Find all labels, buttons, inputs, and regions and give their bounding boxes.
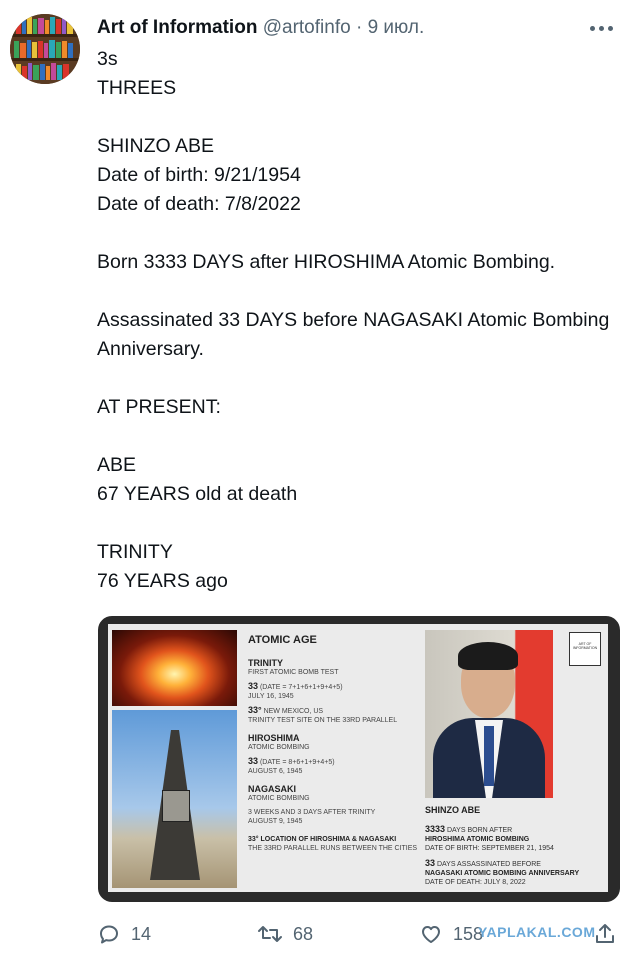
hiroshima-heading: HIROSHIMA bbox=[248, 733, 300, 743]
more-icon bbox=[608, 26, 613, 31]
poster-timeline bbox=[248, 636, 423, 853]
trinity-loc-num: 33° bbox=[248, 705, 262, 715]
abe-death-text: DAYS ASSASSINATED BEFORE bbox=[435, 861, 541, 868]
more-icon bbox=[590, 26, 595, 31]
tweet-text: 3s THREES SHINZO ABE Date of birth: 9/21/1954 Date of death: 7/8/2022 Born 3333 DAYS after HIROSHIMA Atomic Bombing. Assassinated 33 DAYS before NAGASAKI Atomic Bombing Anniversary. AT PRESENT: ABE 67 YEARS old at death TRINITY 76 YEARS ago bbox=[97, 48, 610, 592]
retweet-button[interactable] bbox=[257, 918, 313, 950]
abe-born-text: DAYS BORN AFTER bbox=[445, 827, 513, 834]
abe-born-num: 3333 bbox=[425, 824, 446, 834]
nagasaki-line: 3 WEEKS AND 3 DAYS AFTER TRINITY bbox=[248, 809, 376, 816]
bookshelf-avatar-icon bbox=[10, 14, 80, 84]
hiroshima-sub: ATOMIC BOMBING bbox=[248, 744, 310, 751]
author-handle[interactable]: @artofinfo bbox=[262, 17, 351, 38]
trinity-loc: NEW MEXICO, US bbox=[261, 708, 324, 715]
abe-death-num: 33 bbox=[425, 858, 436, 868]
hiroshima-calc: (DATE = 8+6+1+9+4+5) bbox=[258, 759, 335, 766]
abe-death-event: NAGASAKI ATOMIC BOMBING ANNIVERSARY bbox=[425, 870, 580, 877]
abe-dob: DATE OF BIRTH: SEPTEMBER 21, 1954 bbox=[425, 845, 554, 852]
hiroshima-num: 33 bbox=[248, 756, 259, 766]
trinity-date: JULY 16, 1945 bbox=[248, 693, 294, 700]
location-line2: THE 33RD PARALLEL RUNS BETWEEN THE CITIES bbox=[248, 845, 418, 852]
separator-dot: · bbox=[355, 17, 363, 38]
infographic-poster bbox=[108, 624, 608, 892]
nagasaki-sub: ATOMIC BOMBING bbox=[248, 795, 310, 802]
avatar[interactable] bbox=[10, 14, 80, 84]
abe-facts bbox=[425, 806, 605, 887]
abe-dod: DATE OF DEATH: JULY 8, 2022 bbox=[425, 879, 526, 886]
tweet-date[interactable]: 9 июл. bbox=[367, 17, 425, 38]
site-watermark: YAPLAKAL.COM bbox=[478, 924, 596, 940]
trinity-sub: FIRST ATOMIC BOMB TEST bbox=[248, 669, 339, 676]
trinity-num: 33 bbox=[248, 681, 259, 691]
retweet-count: 68 bbox=[293, 924, 314, 944]
reply-button[interactable] bbox=[97, 918, 151, 950]
shinzo-abe-photo bbox=[425, 630, 553, 798]
poster-logo: ART OF INFORMATION bbox=[569, 632, 601, 666]
trinity-heading: TRINITY bbox=[248, 658, 283, 668]
author-name[interactable]: Art of Information bbox=[97, 17, 258, 38]
attached-image[interactable] bbox=[98, 616, 620, 902]
reply-count: 14 bbox=[131, 924, 152, 944]
trinity-calc: (DATE = 7+1+6+1+9+4+5) bbox=[258, 684, 343, 691]
atomic-blast-photo bbox=[112, 630, 237, 706]
more-button[interactable] bbox=[590, 14, 614, 42]
nagasaki-date: AUGUST 9, 1945 bbox=[248, 818, 303, 825]
poster-title: ATOMIC AGE bbox=[248, 634, 317, 646]
abe-born-event: HIROSHIMA ATOMIC BOMBING bbox=[425, 836, 530, 843]
hair-shape bbox=[458, 642, 518, 670]
heart-icon bbox=[419, 922, 443, 946]
trinity-loc2: TRINITY TEST SITE ON THE 33RD PARALLEL bbox=[248, 717, 398, 724]
abe-heading: SHINZO ABE bbox=[425, 805, 481, 815]
share-icon bbox=[593, 922, 617, 946]
location-line1: 33° LOCATION OF HIROSHIMA & NAGASAKI bbox=[248, 836, 397, 843]
hiroshima-date: AUGUST 6, 1945 bbox=[248, 768, 303, 775]
trinity-monument-photo bbox=[112, 710, 237, 888]
tweet-header bbox=[97, 14, 620, 42]
reply-icon bbox=[97, 922, 121, 946]
more-icon bbox=[599, 26, 604, 31]
retweet-icon bbox=[257, 922, 283, 946]
like-button[interactable] bbox=[419, 918, 483, 950]
share-button[interactable] bbox=[593, 918, 617, 950]
monument-plaque bbox=[162, 790, 190, 822]
tie-shape bbox=[484, 726, 494, 786]
nagasaki-heading: NAGASAKI bbox=[248, 784, 297, 794]
like-count: 158 bbox=[453, 924, 484, 944]
